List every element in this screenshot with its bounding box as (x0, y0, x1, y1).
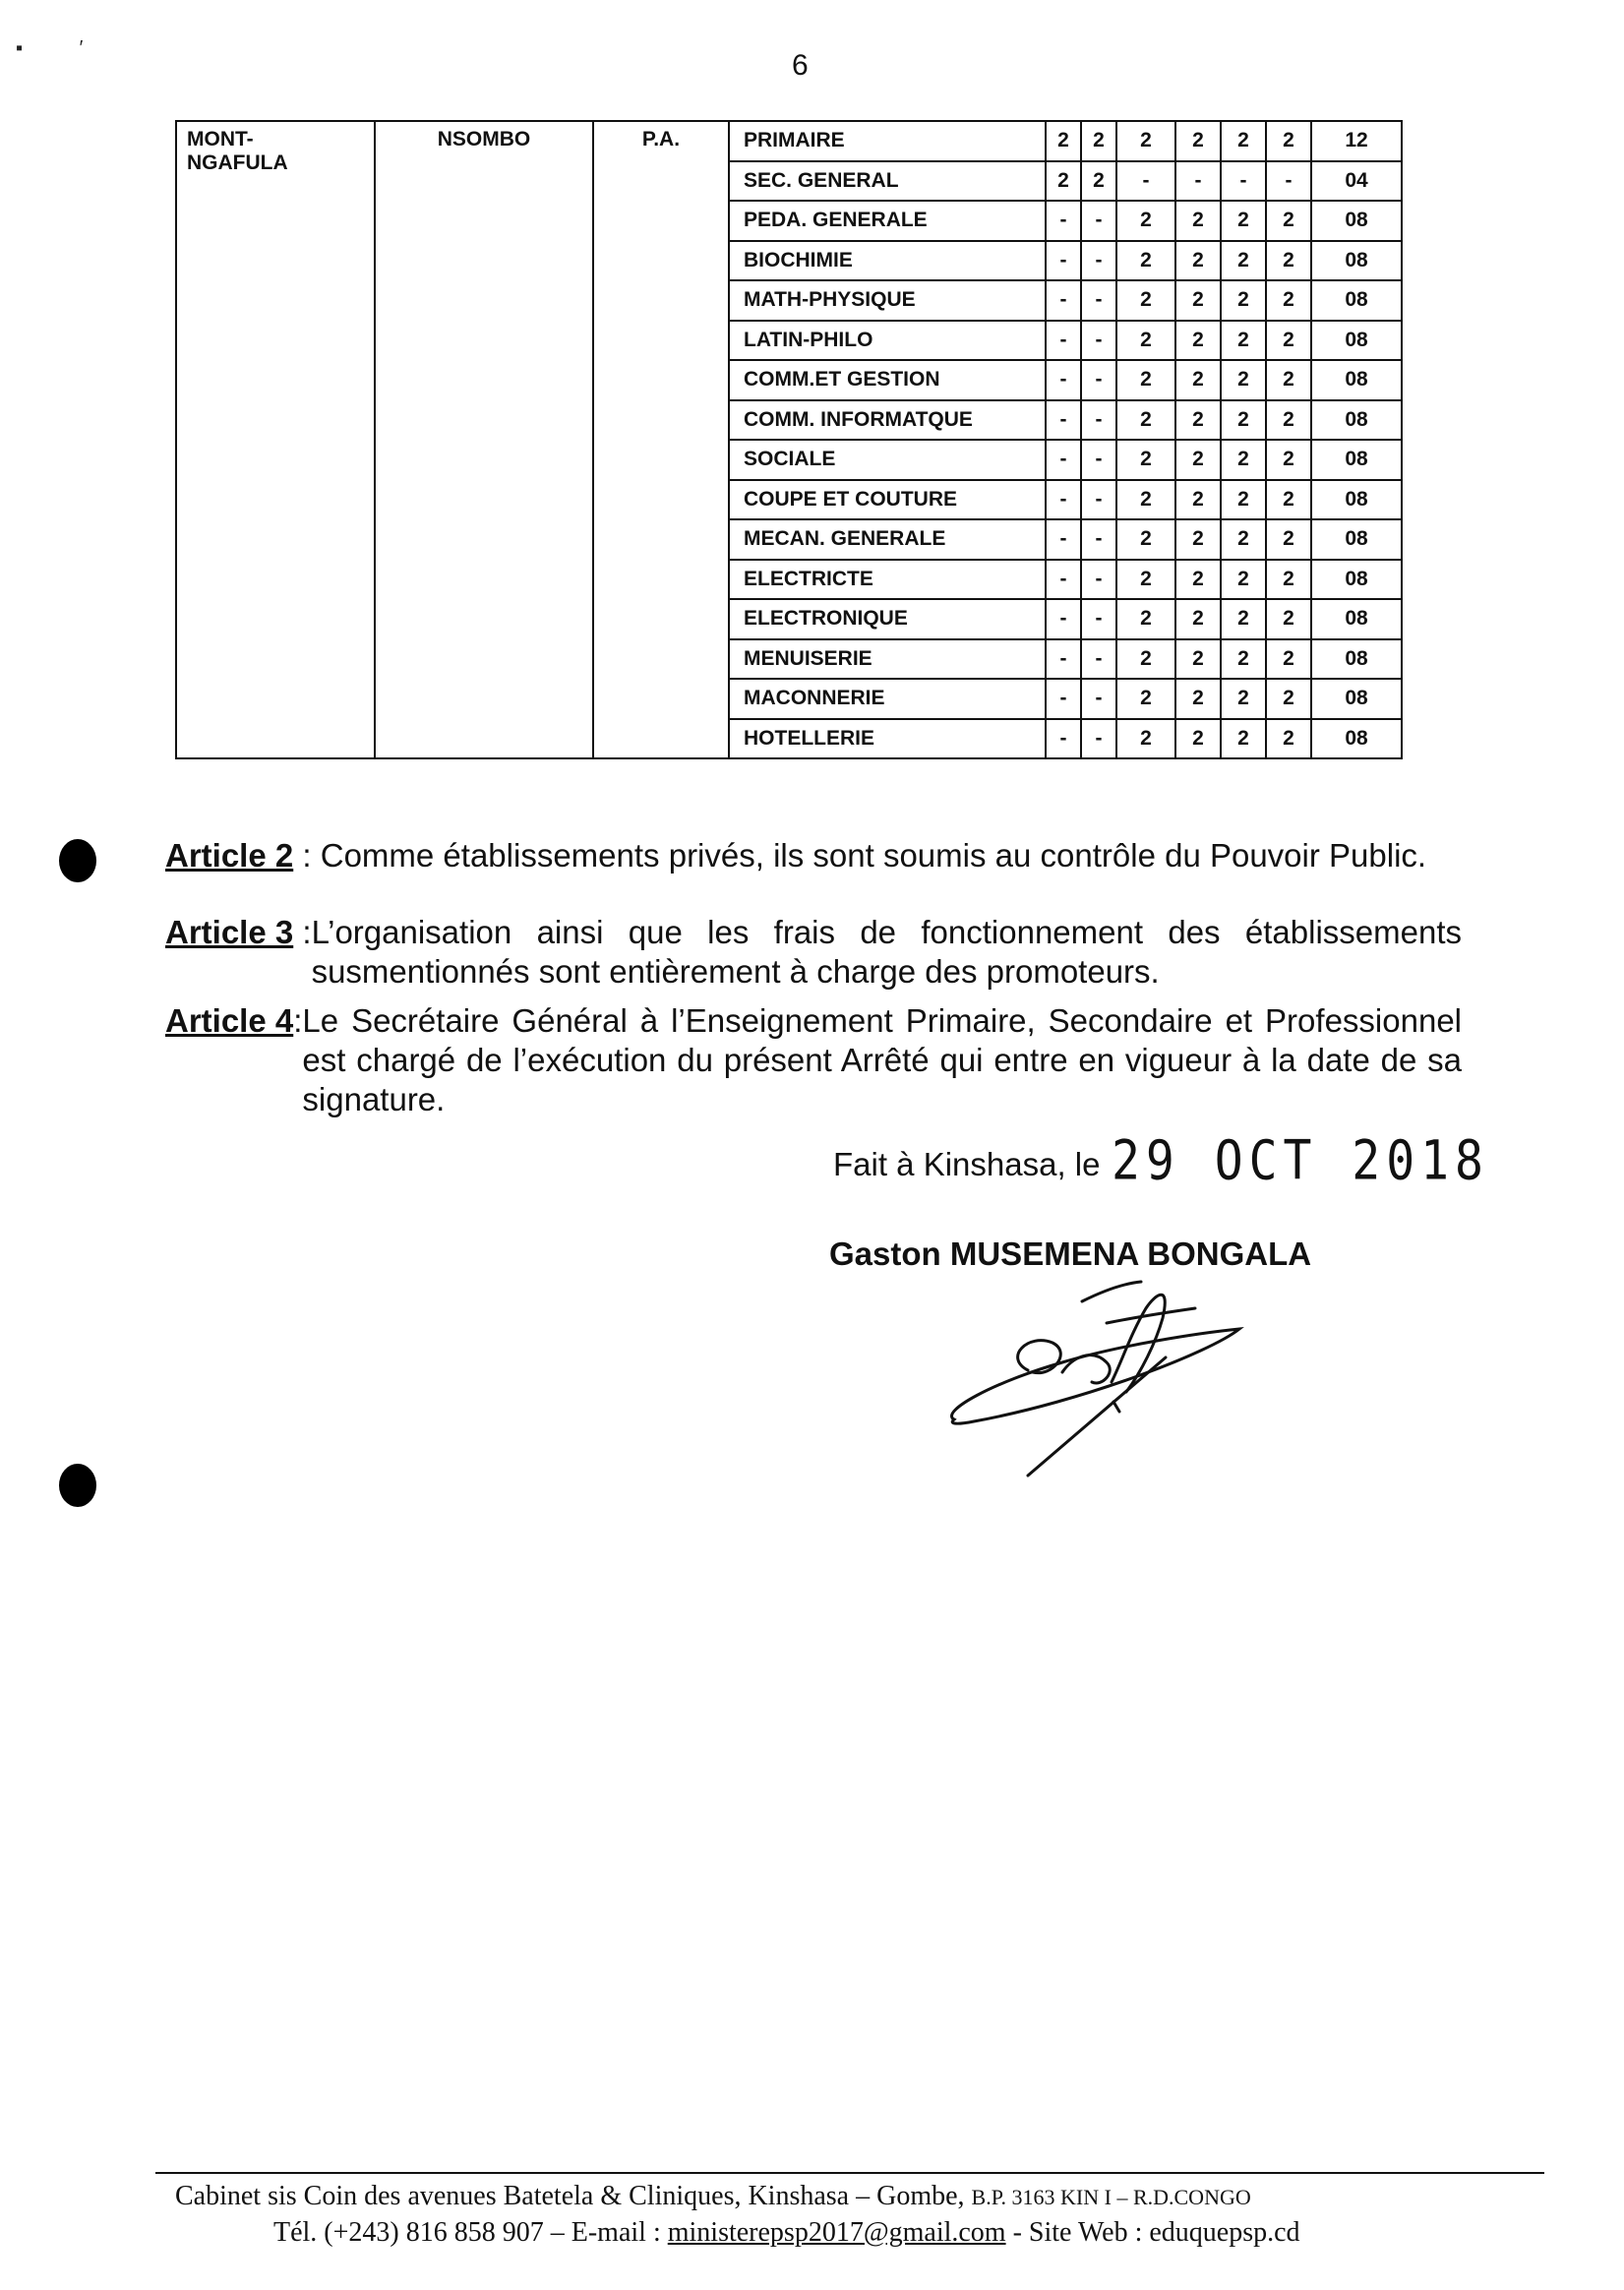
class-count-cell: - (1081, 201, 1116, 241)
article-separator: : (293, 837, 321, 874)
total-cell: 08 (1311, 400, 1402, 441)
class-count-cell: - (1046, 400, 1081, 441)
option-cell: LATIN-PHILO (729, 321, 1046, 361)
handwritten-signature (934, 1264, 1249, 1490)
class-count-cell: - (1266, 161, 1311, 202)
class-count-cell: 2 (1266, 719, 1311, 759)
signer-first-name: Gaston (829, 1235, 941, 1272)
total-cell: 08 (1311, 599, 1402, 639)
class-count-cell: 2 (1221, 360, 1266, 400)
class-count-cell: 2 (1221, 519, 1266, 560)
option-cell: COUPE ET COUTURE (729, 480, 1046, 520)
table-row (176, 121, 1402, 161)
date-stamp: 29 OCT 2018 (1112, 1128, 1489, 1193)
class-count-cell: 2 (1116, 241, 1175, 281)
class-count-cell: 2 (1221, 599, 1266, 639)
class-count-cell: 2 (1175, 321, 1221, 361)
class-count-cell: 2 (1266, 321, 1311, 361)
option-cell: SEC. GENERAL (729, 161, 1046, 202)
total-cell: 04 (1311, 161, 1402, 202)
class-count-cell: 2 (1175, 400, 1221, 441)
article-label: Article 3 (165, 914, 294, 950)
footer-rule (155, 2172, 1544, 2174)
class-count-cell: 2 (1175, 440, 1221, 480)
class-count-cell: 2 (1175, 360, 1221, 400)
class-count-cell: 2 (1116, 639, 1175, 680)
class-count-cell: - (1081, 679, 1116, 719)
class-count-cell: 2 (1175, 480, 1221, 520)
article-label: Article 4 (165, 1002, 294, 1039)
punch-hole-mark (59, 1464, 96, 1507)
class-count-cell: - (1046, 280, 1081, 321)
class-count-cell: 2 (1116, 440, 1175, 480)
option-cell: COMM.ET GESTION (729, 360, 1046, 400)
footer-website: - Site Web : eduquepsp.cd (1005, 2217, 1300, 2248)
class-count-cell: 2 (1221, 719, 1266, 759)
footer-phone: Tél. (+243) 816 858 907 – E-mail : (273, 2217, 668, 2248)
class-count-cell: 2 (1175, 121, 1221, 161)
schools-table (175, 120, 1403, 759)
class-count-cell: 2 (1221, 639, 1266, 680)
total-cell: 08 (1311, 201, 1402, 241)
class-count-cell: - (1081, 560, 1116, 600)
signer-last-name: MUSEMENA BONGALA (949, 1235, 1312, 1272)
total-cell: 08 (1311, 480, 1402, 520)
total-cell: 08 (1311, 639, 1402, 680)
option-cell: ELECTRICTE (729, 560, 1046, 600)
class-count-cell: 2 (1266, 560, 1311, 600)
option-cell: MACONNERIE (729, 679, 1046, 719)
class-count-cell: 2 (1266, 599, 1311, 639)
option-cell: ELECTRONIQUE (729, 599, 1046, 639)
class-count-cell: 2 (1046, 121, 1081, 161)
class-count-cell: 2 (1081, 121, 1116, 161)
option-cell: SOCIALE (729, 440, 1046, 480)
article-text: L’organisation ainsi que les frais de fonctionnement des établissements susmentionnés sont entièrement à charge des promoteurs. (311, 914, 1462, 990)
class-count-cell: 2 (1175, 560, 1221, 600)
total-cell: 12 (1311, 121, 1402, 161)
class-count-cell: 2 (1116, 519, 1175, 560)
class-count-cell: 2 (1266, 400, 1311, 441)
class-count-cell: 2 (1266, 241, 1311, 281)
class-count-cell: 2 (1266, 201, 1311, 241)
class-count-cell: 2 (1221, 201, 1266, 241)
class-count-cell: 2 (1175, 280, 1221, 321)
class-count-cell: 2 (1116, 280, 1175, 321)
option-cell: PEDA. GENERALE (729, 201, 1046, 241)
class-count-cell: - (1081, 241, 1116, 281)
class-count-cell: 2 (1116, 560, 1175, 600)
class-count-cell: - (1046, 440, 1081, 480)
class-count-cell: - (1046, 679, 1081, 719)
class-count-cell: 2 (1116, 719, 1175, 759)
class-count-cell: - (1046, 480, 1081, 520)
total-cell: 08 (1311, 321, 1402, 361)
class-count-cell: 2 (1221, 241, 1266, 281)
class-count-cell: 2 (1175, 201, 1221, 241)
class-count-cell: 2 (1266, 121, 1311, 161)
footer-email-link[interactable]: ministerepsp2017@gmail.com (667, 2217, 1006, 2248)
article-2 (165, 836, 1462, 875)
class-count-cell: 2 (1266, 360, 1311, 400)
class-count-cell: - (1081, 280, 1116, 321)
class-count-cell: 2 (1116, 201, 1175, 241)
article-separator: : (293, 1002, 303, 1039)
footer-contact (273, 2217, 1300, 2249)
class-count-cell: - (1116, 161, 1175, 202)
option-cell: PRIMAIRE (729, 121, 1046, 161)
footer-address-text: Cabinet sis Coin des avenues Batetela & Cliniques, Kinshasa – Gombe, (175, 2181, 972, 2211)
punch-hole-mark (59, 839, 96, 882)
total-cell: 08 (1311, 241, 1402, 281)
class-count-cell: 2 (1116, 599, 1175, 639)
class-count-cell: 2 (1116, 121, 1175, 161)
class-count-cell: 2 (1175, 241, 1221, 281)
class-count-cell: - (1046, 599, 1081, 639)
option-cell: BIOCHIMIE (729, 241, 1046, 281)
scan-specks: ▪ ′ (16, 37, 109, 59)
class-count-cell: - (1081, 321, 1116, 361)
class-count-cell: 2 (1081, 161, 1116, 202)
footer-postbox: B.P. 3163 KIN I – R.D.CONGO (971, 2185, 1251, 2209)
article-3 (165, 913, 1462, 992)
class-count-cell: 2 (1175, 519, 1221, 560)
class-count-cell: 2 (1266, 440, 1311, 480)
commune-cell: MONT- NGAFULA (176, 121, 375, 758)
class-count-cell: - (1046, 719, 1081, 759)
class-count-cell: 2 (1221, 280, 1266, 321)
class-count-cell: 2 (1116, 360, 1175, 400)
class-count-cell: - (1081, 440, 1116, 480)
class-count-cell: - (1046, 639, 1081, 680)
class-count-cell: 2 (1175, 719, 1221, 759)
class-count-cell: 2 (1116, 679, 1175, 719)
article-separator: : (293, 914, 312, 950)
total-cell: 08 (1311, 560, 1402, 600)
article-4 (165, 1001, 1462, 1119)
class-count-cell: - (1081, 519, 1116, 560)
option-cell: COMM. INFORMATQUE (729, 400, 1046, 441)
class-count-cell: - (1046, 560, 1081, 600)
class-count-cell: - (1081, 639, 1116, 680)
class-count-cell: 2 (1266, 519, 1311, 560)
class-count-cell: 2 (1046, 161, 1081, 202)
footer-address (175, 2181, 1251, 2212)
class-count-cell: - (1046, 241, 1081, 281)
page-number: 6 (792, 49, 809, 82)
locality-cell: NSOMBO (375, 121, 593, 758)
class-count-cell: 2 (1266, 280, 1311, 321)
class-count-cell: 2 (1221, 560, 1266, 600)
status-cell: P.A. (593, 121, 729, 758)
class-count-cell: 2 (1221, 121, 1266, 161)
class-count-cell: 2 (1266, 480, 1311, 520)
class-count-cell: - (1046, 321, 1081, 361)
option-cell: MECAN. GENERALE (729, 519, 1046, 560)
article-label: Article 2 (165, 837, 294, 874)
class-count-cell: 2 (1116, 480, 1175, 520)
total-cell: 08 (1311, 440, 1402, 480)
article-text: Le Secrétaire Général à l’Enseignement Primaire, Secondaire et Professionnel est chargé de l’exécution du présent Arrêté qui entre en vigueur à la date de sa signature. (302, 1002, 1462, 1117)
total-cell: 08 (1311, 280, 1402, 321)
option-cell: MENUISERIE (729, 639, 1046, 680)
place-date-label: Fait à Kinshasa, le (833, 1146, 1101, 1182)
class-count-cell: 2 (1116, 400, 1175, 441)
class-count-cell: 2 (1175, 679, 1221, 719)
class-count-cell: 2 (1116, 321, 1175, 361)
class-count-cell: - (1175, 161, 1221, 202)
class-count-cell: 2 (1266, 679, 1311, 719)
class-count-cell: - (1081, 360, 1116, 400)
class-count-cell: - (1081, 400, 1116, 441)
class-count-cell: 2 (1221, 440, 1266, 480)
class-count-cell: 2 (1221, 480, 1266, 520)
class-count-cell: 2 (1221, 679, 1266, 719)
option-cell: MATH-PHYSIQUE (729, 280, 1046, 321)
class-count-cell: 2 (1221, 400, 1266, 441)
class-count-cell: - (1221, 161, 1266, 202)
total-cell: 08 (1311, 360, 1402, 400)
total-cell: 08 (1311, 719, 1402, 759)
total-cell: 08 (1311, 519, 1402, 560)
class-count-cell: - (1046, 519, 1081, 560)
class-count-cell: - (1081, 480, 1116, 520)
class-count-cell: 2 (1266, 639, 1311, 680)
class-count-cell: 2 (1175, 639, 1221, 680)
class-count-cell: - (1081, 719, 1116, 759)
option-cell: HOTELLERIE (729, 719, 1046, 759)
class-count-cell: - (1046, 201, 1081, 241)
class-count-cell: 2 (1175, 599, 1221, 639)
class-count-cell: 2 (1221, 321, 1266, 361)
class-count-cell: - (1081, 599, 1116, 639)
total-cell: 08 (1311, 679, 1402, 719)
class-count-cell: - (1046, 360, 1081, 400)
article-text: Comme établissements privés, ils sont soumis au contrôle du Pouvoir Public. (320, 837, 1427, 874)
